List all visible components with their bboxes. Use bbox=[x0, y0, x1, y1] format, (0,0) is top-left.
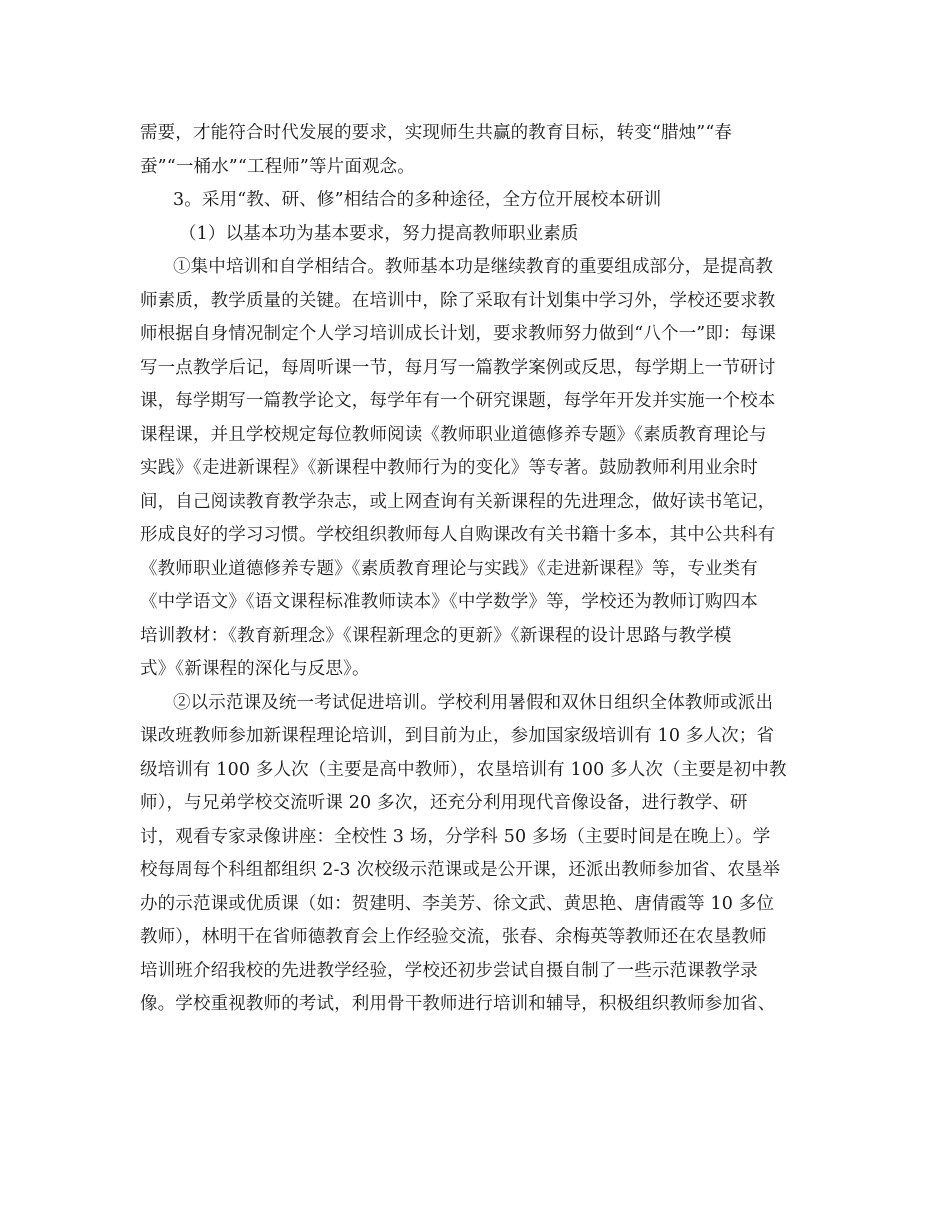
text-line: （1）以基本功为基本要求，努力提高教师职业素质 bbox=[179, 223, 579, 244]
text-line: 讨，观看专家录像讲座：全校性 3 场，分学科 50 多场（主要时间是在晚上）。学 bbox=[140, 826, 771, 847]
text-line: 像。学校重视教师的考试，利用骨干教师进行培训和辅导，积极组织教师参加省、 bbox=[140, 994, 776, 1014]
text-line: 培训教材：《教育新理念》《课程新理念的更新》《新课程的设计思路与教学模 bbox=[140, 625, 732, 646]
text-line: 课程课，并且学校规定每位教师阅读《教师职业道德修养专题》《素质教育理论与 bbox=[140, 424, 767, 445]
text-line: 实践》《走进新课程》《新课程中教师行为的变化》等专著。鼓励教师利用业余时 bbox=[140, 458, 758, 478]
text-line: 办的示范课或优质课（如：贺建明、李美芳、徐文武、黄思艳、唐倩霞等 10 多位 bbox=[140, 893, 775, 914]
text-line: 3。采用“教、研、修”相结合的多种途径，全方位开展校本研训 bbox=[173, 190, 662, 210]
text-line: 培训班介绍我校的先进教学经验，学校还初步尝试自摄自制了一些示范课教学录 bbox=[140, 960, 758, 981]
text-line: 师素质，教学质量的关键。在培训中，除了采取有计划集中学习外，学校还要求教 bbox=[140, 290, 776, 311]
text-line: 蚕”“一桶水”“工程师”等片面观念。 bbox=[140, 156, 415, 177]
text-line: 师），与兄弟学校交流听课 20 多次，还充分利用现代音像设备，进行教学、研 bbox=[140, 793, 748, 813]
text-line: 间，自己阅读教育教学杂志，或上网查询有关新课程的先进理念，做好读书笔记， bbox=[140, 491, 776, 512]
document-body bbox=[140, 117, 812, 1022]
text-line: 级培训有 100 多人次（主要是高中教师），农垦培训有 100 多人次（主要是初中教 bbox=[140, 759, 787, 780]
text-line: ①集中培训和自学相结合。教师基本功是继续教育的重要组成部分，是提高教 bbox=[173, 257, 774, 277]
text-line: 式》《新课程的深化与反思》。 bbox=[140, 659, 370, 679]
text-line: 形成良好的学习习惯。学校组织教师每人自购课改有关书籍十多本，其中公共科有 bbox=[140, 525, 776, 545]
text-line: 校每周每个科组都组织 2-3 次校级示范课或是公开课，还派出教师参加省、农垦举 bbox=[140, 860, 781, 880]
text-line: 写一点教学后记，每周听课一节，每月写一篇教学案例或反思，每学期上一节研讨 bbox=[140, 357, 776, 378]
text-line: 师根据自身情况制定个人学习培训成长计划，要求教师努力做到“八个一”即：每课 bbox=[140, 324, 776, 344]
text-line: 《中学语文》《语文课程标准教师读本》《中学数学》等，学校还为教师订购四本 bbox=[140, 592, 758, 612]
text-line: 《教师职业道德修养专题》《素质教育理论与实践》《走进新课程》等，专业类有 bbox=[140, 558, 758, 579]
text-line: ②以示范课及统一考试促进培训。学校利用暑假和双休日组织全体教师或派出 bbox=[173, 692, 774, 713]
text-line: 课，每学期写一篇教学论文，每学年有一个研究课题，每学年开发并实施一个校本 bbox=[140, 391, 776, 411]
text-line: 需要，才能符合时代发展的要求，实现师生共赢的教育目标，转变“腊烛”“春 bbox=[140, 123, 733, 143]
text-line: 教师），林明干在省师德教育会上作经验交流，张春、余梅英等教师还在农垦教师 bbox=[140, 927, 767, 947]
text-line: 课改班教师参加新课程理论培训，到目前为止，参加国家级培训有 10 多人次；省 bbox=[140, 726, 775, 746]
